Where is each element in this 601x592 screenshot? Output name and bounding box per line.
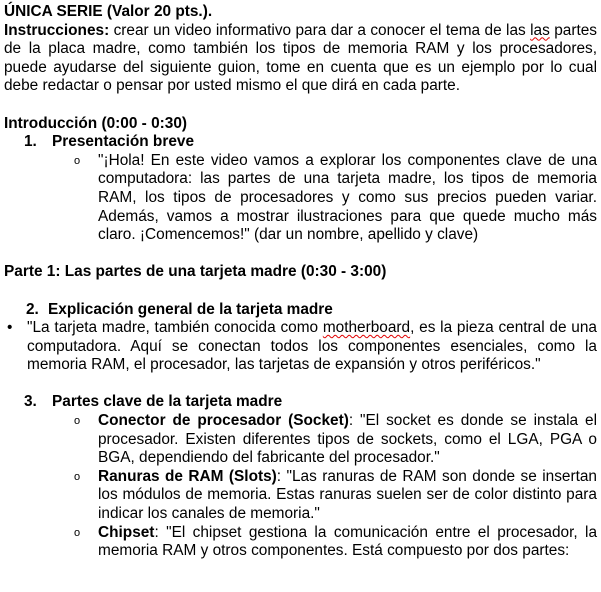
item-label: Chipset	[98, 523, 155, 541]
list-item: o Chipset: "El chipset gestiona la comunicación entre el procesador, la memoria RAM y otros componentes. Está compuesto por dos partes:	[74, 523, 597, 560]
intro-title: Introducción (0:00 - 0:30)	[4, 114, 188, 132]
spellcheck-error[interactable]: las	[530, 21, 550, 39]
document-heading: ÚNICA SERIE (Valor 20 pts.).	[4, 3, 213, 20]
item-label: Ranuras de RAM (Slots)	[98, 467, 277, 485]
section2-bullet-text: "La tarjeta madre, también conocida como motherboard, es la pieza central de una computadora. Aquí se conectan todos los componentes esenciales, como la memoria RAM, el procesador, las tarjetas de expansión y otros periféricos."	[27, 319, 597, 374]
bullet-icon: •	[7, 319, 13, 337]
section3-title: Partes clave de la tarjeta madre	[52, 393, 283, 411]
instructions-label: Instrucciones:	[4, 21, 110, 39]
list-number: 3.	[24, 393, 37, 411]
list-item: o Conector de procesador (Socket): "El socket es donde se instala el procesador. Existen diferentes tipos de sockets, como el LGA, PGA o BGA, dependiendo del fabricante del procesador."	[74, 412, 597, 467]
section3-heading	[24, 393, 597, 412]
intro-item-title: Presentación breve	[52, 133, 195, 151]
section2-title: Explicación general de la tarjeta madre	[48, 300, 333, 318]
instructions-paragraph: Instrucciones: crear un video informativo para dar a conocer el tema de las las partes de la placa madre, como también los tipos de memoria RAM y los procesadores, puede ayudarse del siguiente guion, tome en cuenta que es un ejemplo por lo cual debe redactar o pensar por usted mismo el que dirá en cada parte.	[4, 21, 597, 95]
list-number: 1.	[24, 133, 37, 151]
list-number: 2.	[26, 300, 39, 318]
circle-bullet-icon: o	[74, 470, 81, 483]
circle-bullet-icon: o	[74, 154, 81, 167]
intro-bullet-text: "¡Hola! En este video vamos a explorar los componentes clave de una computadora: las partes de una tarjeta madre, los tipos de memoria RAM, los tipos de procesadores y como sus precios pueden variar. Además, vamos a mostrar ilustraciones para que quede mucho más claro. ¡Comencemos!" (dar un nombre, apellido y clave)	[98, 151, 597, 244]
circle-bullet-icon: o	[74, 415, 81, 428]
spellcheck-error[interactable]: motherboard	[322, 319, 411, 337]
item-label: Conector de procesador (Socket)	[98, 412, 349, 430]
circle-bullet-icon: o	[74, 526, 81, 539]
section2-bullet	[6, 319, 597, 375]
section2-heading	[26, 301, 597, 320]
intro-bullet	[74, 152, 597, 245]
intro-item	[24, 133, 597, 152]
part1-title: Parte 1: Las partes de una tarjeta madre (0:30 - 3:00)	[4, 263, 387, 281]
list-item: o Ranuras de RAM (Slots): "Las ranuras de RAM son donde se insertan los módulos de memoria. Estas ranuras suelen ser de color distinto para indicar los canales de memoria."	[74, 467, 597, 523]
